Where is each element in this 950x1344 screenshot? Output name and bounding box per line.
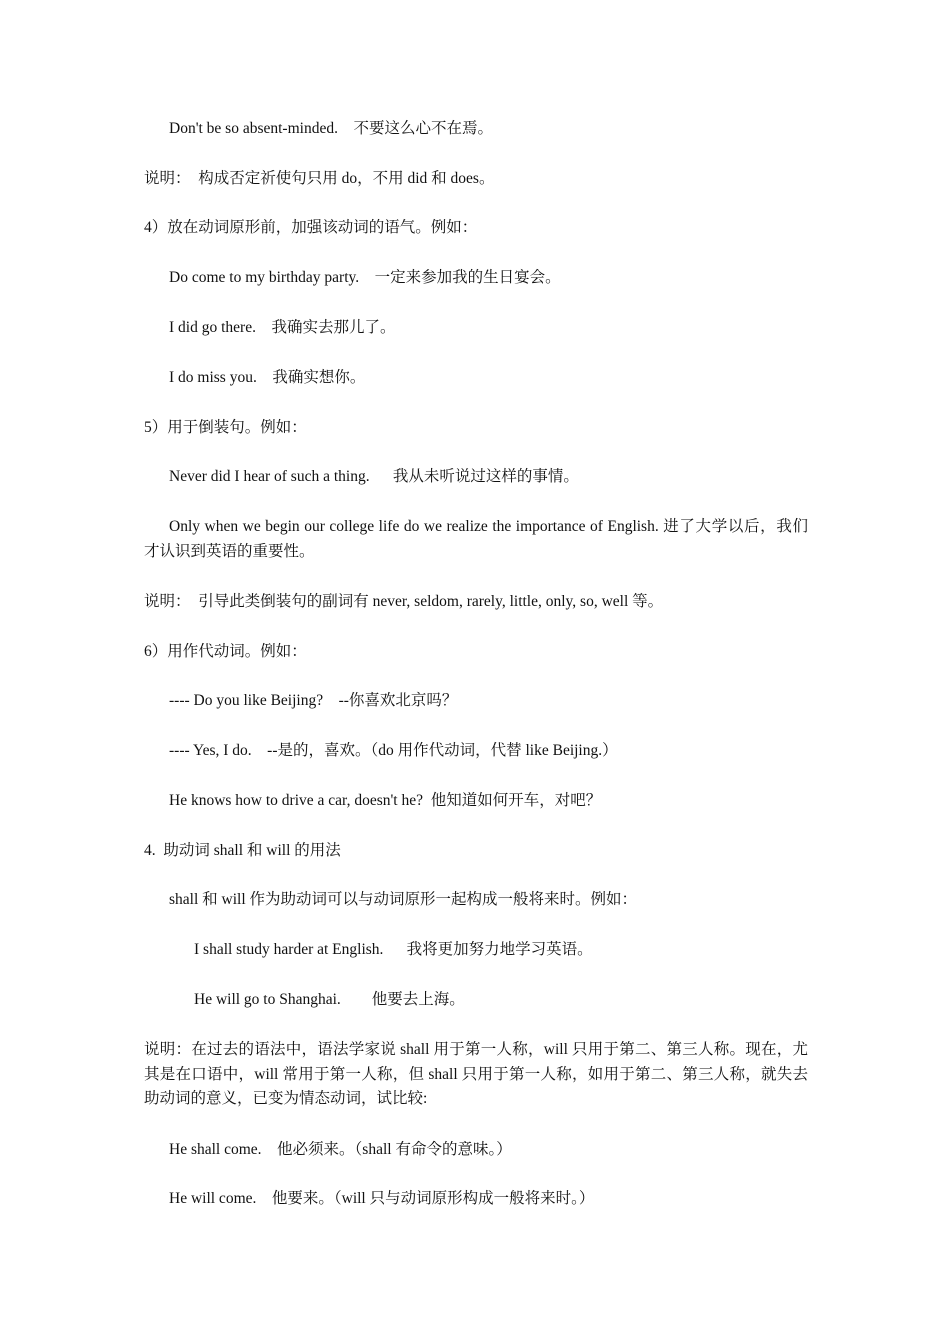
example-will-come: He will come. 他要来。（will 只与动词原形构成一般将来时。） [169,1190,595,1207]
section-heading-inversion: 5）用于倒装句。例如： [144,419,307,436]
example-did-go: I did go there. 我确实去那儿了。 [169,319,396,336]
example-tag-question: He knows how to drive a car, doesn't he? 他知道如何开车，对吧？ [169,792,602,809]
dialogue-question: ---- Do you like Beijing? --你喜欢北京吗？ [169,692,458,709]
example-never-did: Never did I hear of such a thing. 我从未听说过这样的事情。 [169,468,579,485]
note-inversion-adverbs: 说明： 引导此类倒装句的副词有 never, seldom, rarely, little, only, so, well 等。 [144,593,664,610]
dialogue-answer: ---- Yes, I do. --是的，喜欢。（do 用作代动词，代替 like Beijing.） [169,742,618,759]
note-negative-imperative: 说明： 构成否定祈使句只用 do，不用 did 和 does。 [144,170,495,187]
intro-shall-will: shall 和 will 作为助动词可以与动词原形一起构成一般将来时。例如： [169,891,638,908]
example-shall-come: He shall come. 他必须来。（shall 有命令的意味。） [169,1141,512,1158]
example-miss-you: I do miss you. 我确实想你。 [169,369,366,386]
section-title-shall-will: 4. 助动词 shall 和 will 的用法 [144,842,341,859]
section-heading-pro-verb: 6）用作代动词。例如： [144,643,307,660]
example-go-shanghai: He will go to Shanghai. 他要去上海。 [194,991,465,1008]
example-absent-minded: Don't be so absent-minded. 不要这么心不在焉。 [169,120,493,137]
section-heading-emphasis: 4）放在动词原形前，加强该动词的语气。例如： [144,219,478,236]
example-only-when: Only when we begin our college life do we realize the importance of English. 进了大学以后，我们才认识到英语的重要性。 [144,518,808,560]
example-birthday-party: Do come to my birthday party. 一定来参加我的生日宴会。 [169,269,561,286]
example-study-harder: I shall study harder at English. 我将更加努力地学习英语。 [194,941,593,958]
note-shall-will-history: 说明：在过去的语法中，语法学家说 shall 用于第一人称，will 只用于第二、第三人称。现在，尤其是在口语中，will 常用于第一人称，但 shall 只用于第一人称，如用于第二、第三人称，就失去助动词的意义，已变为情态动词，试比较: [144,1041,808,1107]
